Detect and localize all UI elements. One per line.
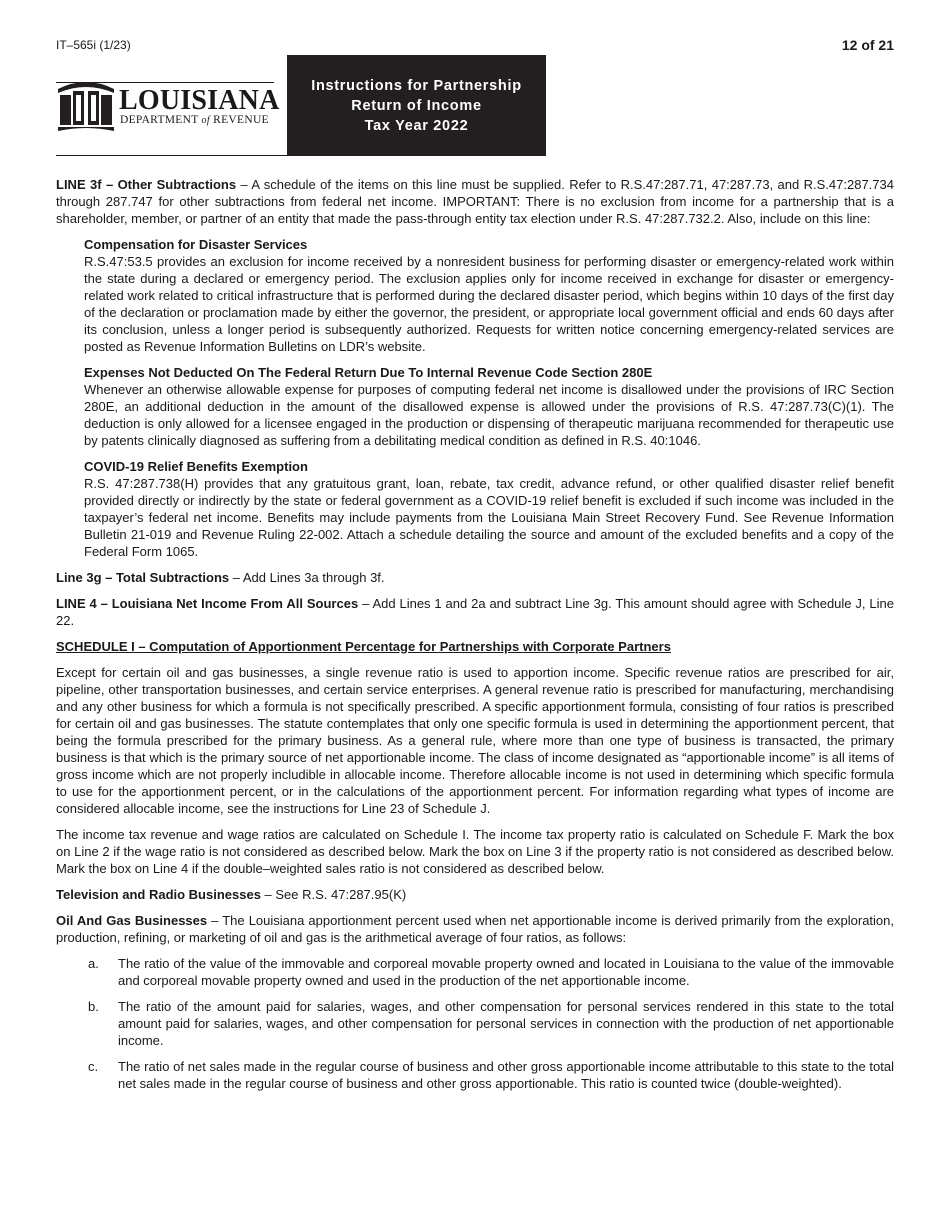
oil-gas-paragraph [56, 912, 894, 946]
oil-gas-ratio-list [56, 955, 894, 1092]
expenses-280e-heading: Expenses Not Deducted On The Federal Return Due To Internal Revenue Code Section 280E [84, 365, 653, 380]
schedule-i-heading: SCHEDULE I – Computation of Apportionment Percentage for Partnerships with Corporate Partners [56, 639, 671, 654]
line-3f-paragraph [56, 176, 894, 227]
list-item-text: The ratio of the value of the immovable and corporeal movable property owned and located in Louisiana to the value of the immovable and corporeal movable property owned and used in the production of the net apportionable income. [118, 956, 894, 988]
line-4-paragraph [56, 595, 894, 629]
list-item-marker: b. [88, 999, 99, 1014]
expenses-280e-text: Whenever an otherwise allowable expense for purposes of computing federal net income is disallowed under the provisions of IRC Section 280E, an additional deduction in the amount of the disallowed expense is allowed under the provisions of R.S. 47:287.73(C)(1). The deduction is only allowed for a licensee engaged in the production or dispensing of therapeutic marijuana recommended for therapeutic use by patents clinically diagnosed as suffering from a debilitating medical condition as defined in R.S. 40:1046. [84, 382, 894, 448]
logo-dept-b: REVENUE [213, 114, 269, 126]
tv-radio-paragraph [56, 886, 894, 903]
schedule-i-paragraph-1: Except for certain oil and gas businesses, a single revenue ratio is used to apportion income. Specific revenue ratios are prescribed for air, pipeline, other transportation businesses, and certain service enterprises. A general revenue ratio is prescribed for manufacturing, merchandising and any other business for which a formula is not specifically prescribed. A specific apportionment formula, consisting of four ratios is prescribed for certain oil and gas businesses. The statute contemplates that only one specific formula is used in determining the apportionment percent, that being the formula prescribed for the primary business. As a general rule, where more than one type of business is transacted, the primary business is that which is the primary source of net apportionable income. The class of income designated as “apportionable income” is all items of gross income which are not properly includible in allocable income. Therefore allocable income is not used in determining which specific formula to use for the apportionment percent, or in the calculations of the apportionment percent. For information regarding what types of income are considered allocable income, see the instructions for Line 23 of Schedule J. [56, 665, 894, 816]
line-3g-paragraph [56, 569, 894, 586]
logo-department [120, 114, 269, 126]
ldr-logo [56, 55, 287, 156]
document-body [56, 176, 894, 1101]
title-line-3: Tax Year 2022 [364, 117, 469, 134]
list-item [56, 1058, 894, 1092]
list-item [56, 998, 894, 1049]
disaster-services-section [84, 236, 894, 355]
title-line-1: Instructions for Partnership [311, 77, 522, 94]
logo-name: LOUISIANA [119, 85, 280, 116]
line-4-heading: LINE 4 – Louisiana Net Income From All Sources [56, 596, 359, 611]
covid-relief-text: R.S. 47:287.738(H) provides that any gratuitous grant, loan, rebate, tax credit, advance refund, or other qualified disaster relief benefit provided directly or indirectly by the state or federal government as a COVID-19 relief benefit is excluded if such income was included in the taxpayer’s federal net income. Benefits may include payments from the Louisiana Main Street Recovery Fund. See Revenue Information Bulletin 21-019 and Revenue Ruling 22-002. Attach a schedule detailing the source and amount of the excluded benefits and a copy of the Federal Form 1065. [84, 476, 894, 559]
capitol-columns-icon [56, 75, 116, 135]
list-item-text: The ratio of the amount paid for salaries, wages, and other compensation for personal services rendered in this state to the total amount paid for salaries, wages, and other compensation for personal services in connection with the production of net apportionable income. [118, 999, 894, 1048]
covid-relief-section [84, 458, 894, 560]
expenses-280e-section [84, 364, 894, 449]
covid-relief-heading: COVID-19 Relief Benefits Exemption [84, 459, 308, 474]
line-3g-heading: Line 3g – Total Subtractions [56, 570, 230, 585]
line-3f-heading: LINE 3f – Other Subtractions [56, 177, 237, 192]
list-item-text: The ratio of net sales made in the regular course of business and other gross apportionable income attributable to this state to the total net sales made in the regular course of business and other gross apportionable. This ratio is counted twice (double-weighted). [118, 1059, 894, 1091]
disaster-services-heading: Compensation for Disaster Services [84, 237, 308, 252]
line-3g-text: – Add Lines 3a through 3f. [229, 570, 385, 585]
form-id: IT–565i (1/23) [56, 38, 131, 52]
document-title-box [287, 55, 546, 156]
line-3f-text: – A schedule of the items on this line must be supplied. Refer to R.S.47:287.71, 47:287.73, and R.S.47:287.734 through 287.747 for other subtractions from federal net income. IMPORTANT: There is no exclusion from income for a partnership that is a shareholder, member, or partner of an entity that made the pass-through entity tax election under R.S. 47:287.732.2. Also, include on this line: [56, 177, 894, 226]
oil-gas-text: – The Louisiana apportionment percent used when net apportionable income is derived primarily from the exploration, production, refining, or marketing of oil and gas is the arithmetical average of four ratios, as follows: [56, 913, 894, 945]
schedule-i-heading-para [56, 638, 894, 655]
logo-dept-a: DEPARTMENT [120, 114, 199, 126]
list-item-marker: a. [88, 956, 99, 971]
page-number: 12 of 21 [841, 37, 894, 53]
tv-radio-heading: Television and Radio Businesses [56, 887, 261, 902]
title-line-2: Return of Income [351, 97, 482, 114]
disaster-services-text: R.S.47:53.5 provides an exclusion for income received by a nonresident business for performing disaster or emergency-related work within the state during a declared or emergency period. The exclusion applies only for income received in exchange for disaster or emergency-related work related to critical infrastructure that is performed during the declared disaster period, which begins within 10 days of the first day of the declaration or proclamation made by either the governor, the president, or appropriate local government official and ends 60 days after its conclusion, unless a longer period is subsequently authorized. Requests for written notice concerning emergency-related services are posted as Revenue Information Bulletins on LDR’s website. [84, 254, 894, 354]
schedule-i-paragraph-2: The income tax revenue and wage ratios are calculated on Schedule I. The income tax property ratio is calculated on Schedule F. Mark the box on Line 2 if the wage ratio is not considered as described below. Mark the box on Line 3 if the property ratio is not considered as described below. Mark the box on Line 4 if the double–weighted sales ratio is not considered as described below. [56, 827, 894, 876]
list-item-marker: c. [88, 1059, 99, 1074]
oil-gas-heading: Oil And Gas Businesses [56, 913, 208, 928]
list-item [56, 955, 894, 989]
logo-dept-of: of [201, 115, 210, 126]
logo-bottom-rule [56, 155, 287, 156]
tv-radio-text: – See R.S. 47:287.95(K) [260, 887, 407, 902]
line-4-text: – Add Lines 1 and 2a and subtract Line 3g. This amount should agree with Schedule J, Line 22. [56, 596, 894, 628]
